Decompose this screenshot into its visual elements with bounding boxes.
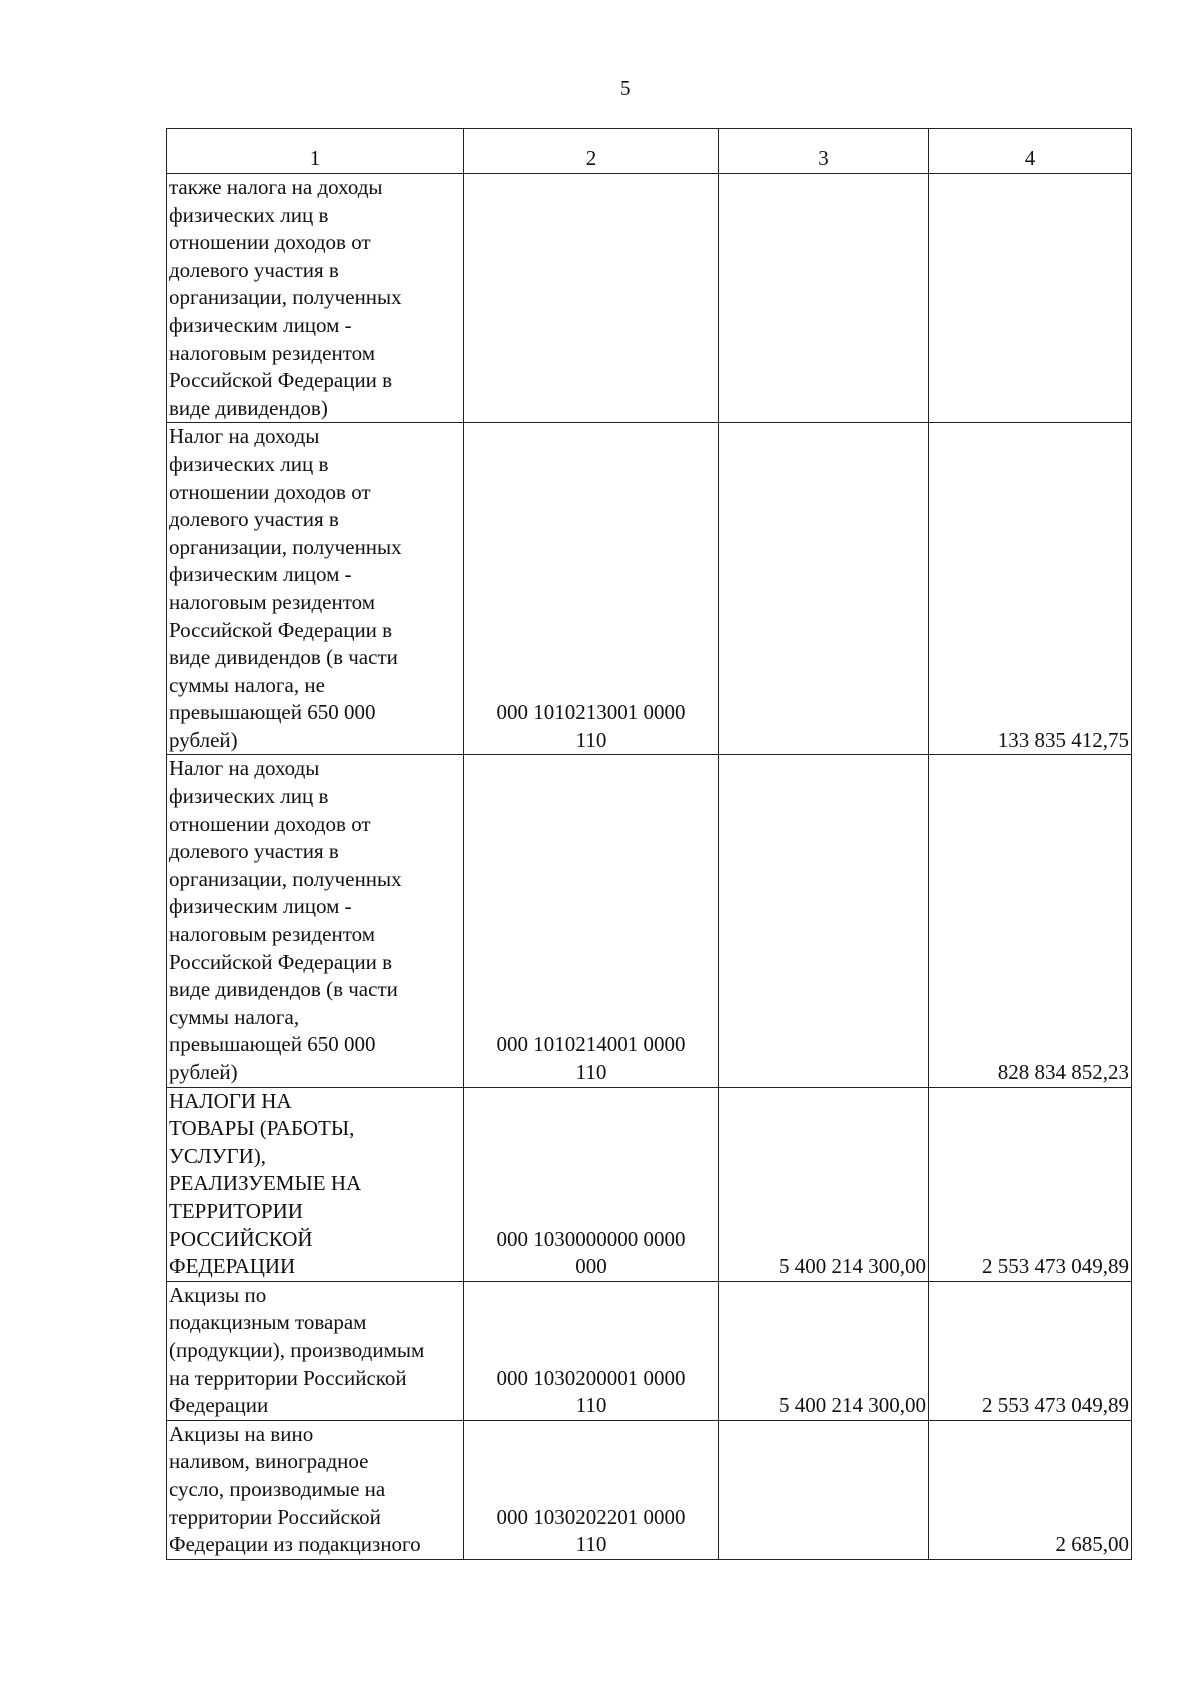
table-row bbox=[167, 1420, 1132, 1559]
row-code: 000 1030200001 0000 110 bbox=[464, 1281, 719, 1420]
row-name: Акцизы по подакцизным товарам (продукции), производимым на территории Российской Федерации bbox=[167, 1281, 464, 1420]
table-row bbox=[167, 1087, 1132, 1281]
column-header-4: 4 bbox=[929, 129, 1132, 174]
row-actual-amount: 2 685,00 bbox=[929, 1420, 1132, 1559]
row-code: 000 1030000000 0000 000 bbox=[464, 1087, 719, 1281]
row-code: 000 1030202201 0000 110 bbox=[464, 1420, 719, 1559]
page-number: 5 bbox=[620, 76, 631, 100]
row-code: 000 1010213001 0000 110 bbox=[464, 423, 719, 755]
row-plan-amount bbox=[719, 755, 929, 1087]
row-actual-amount: 2 553 473 049,89 bbox=[929, 1087, 1132, 1281]
table-header-row bbox=[167, 129, 1132, 174]
row-name: также налога на доходы физических лиц в отношении доходов от долевого участия в организации, полученных физическим лицом - налоговым резидентом Российской Федерации в виде дивидендов) bbox=[167, 174, 464, 423]
row-name: НАЛОГИ НА ТОВАРЫ (РАБОТЫ, УСЛУГИ), РЕАЛИЗУЕМЫЕ НА ТЕРРИТОРИИ РОССИЙСКОЙ ФЕДЕРАЦИИ bbox=[167, 1087, 464, 1281]
column-header-1: 1 bbox=[167, 129, 464, 174]
row-name: Налог на доходы физических лиц в отношении доходов от долевого участия в организации, полученных физическим лицом - налоговым резидентом Российской Федерации в виде дивидендов (в части суммы налога, превышающей 650 000 рублей) bbox=[167, 755, 464, 1087]
column-header-3: 3 bbox=[719, 129, 929, 174]
row-code bbox=[464, 174, 719, 423]
column-header-2: 2 bbox=[464, 129, 719, 174]
row-actual-amount: 133 835 412,75 bbox=[929, 423, 1132, 755]
row-name: Налог на доходы физических лиц в отношении доходов от долевого участия в организации, полученных физическим лицом - налоговым резидентом Российской Федерации в виде дивидендов (в части суммы налога, не превышающей 650 000 рублей) bbox=[167, 423, 464, 755]
row-plan-amount bbox=[719, 1420, 929, 1559]
row-plan-amount: 5 400 214 300,00 bbox=[719, 1087, 929, 1281]
row-plan-amount bbox=[719, 423, 929, 755]
row-code: 000 1010214001 0000 110 bbox=[464, 755, 719, 1087]
table-row bbox=[167, 423, 1132, 755]
table-row bbox=[167, 174, 1132, 423]
row-plan-amount bbox=[719, 174, 929, 423]
budget-table bbox=[166, 128, 1132, 1560]
table-row bbox=[167, 755, 1132, 1087]
row-actual-amount bbox=[929, 174, 1132, 423]
row-actual-amount: 2 553 473 049,89 bbox=[929, 1281, 1132, 1420]
row-actual-amount: 828 834 852,23 bbox=[929, 755, 1132, 1087]
row-name: Акцизы на вино наливом, виноградное сусло, производимые на территории Российской Федерации из подакцизного bbox=[167, 1420, 464, 1559]
row-plan-amount: 5 400 214 300,00 bbox=[719, 1281, 929, 1420]
table-row bbox=[167, 1281, 1132, 1420]
